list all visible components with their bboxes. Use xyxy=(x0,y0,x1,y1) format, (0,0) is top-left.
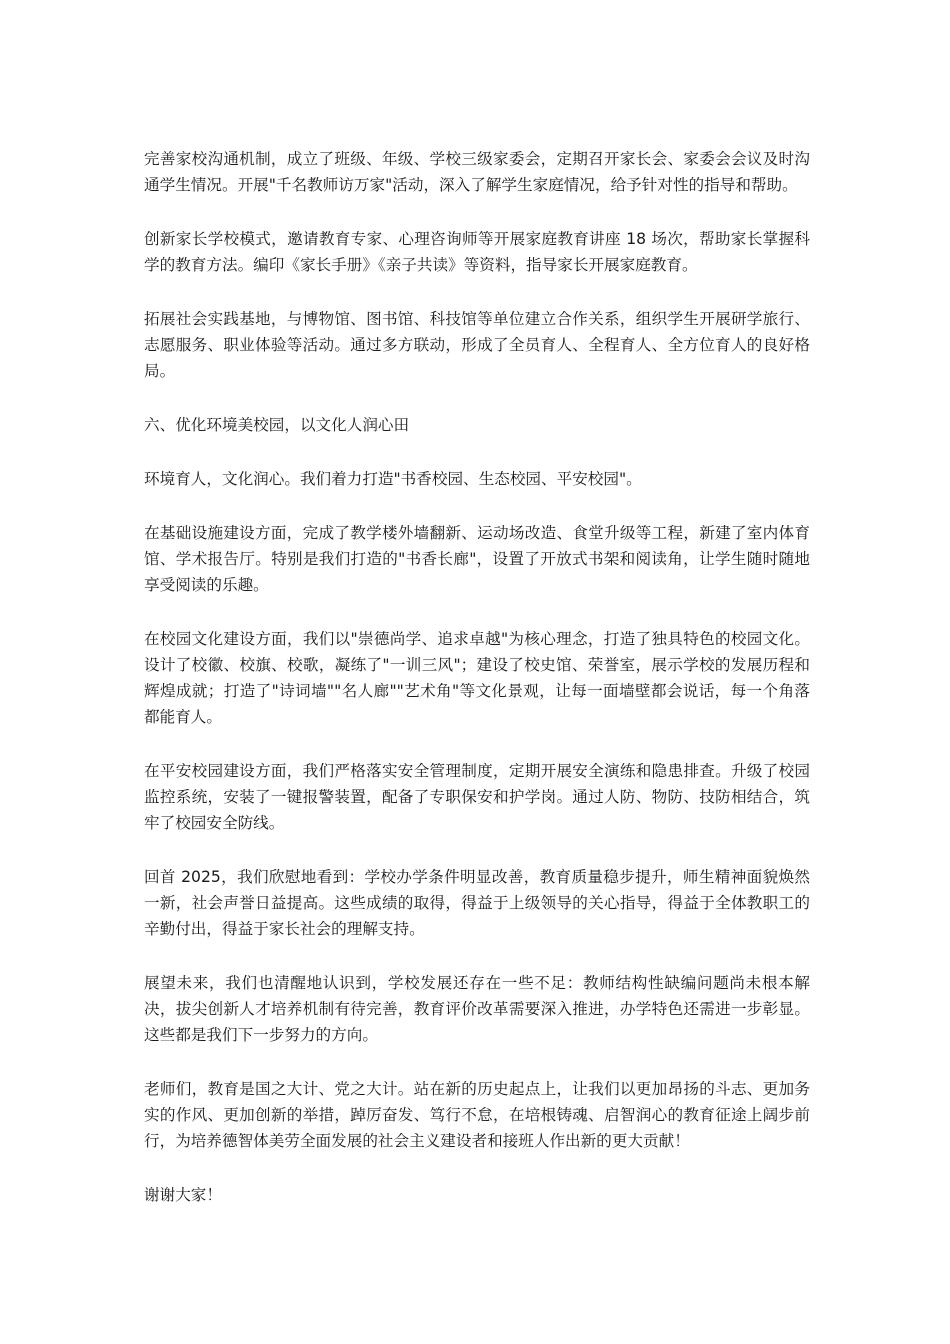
paragraph-infrastructure: 在基础设施建设方面，完成了教学楼外墙翻新、运动场改造、食堂升级等工程，新建了室内体育馆、学术报告厅。特别是我们打造的"书香长廊"，设置了开放式书架和阅读角，让学生随时随地享受阅读的乐趣。 xyxy=(144,524,810,594)
paragraph-environment-intro: 环境育人，文化润心。我们着力打造"书香校园、生态校园、平安校园"。 xyxy=(144,470,642,488)
paragraph-call-to-action: 老师们，教育是国之大计、党之大计。站在新的历史起点上，让我们以更加昂扬的斗志、更加务实的作风、更加创新的举措，踔厉奋发、笃行不怠，在培根铸魂、启智润心的教育征途上阔步前行，为培养德智体美劳全面发展的社会主义建设者和接班人作出新的更大贡献！ xyxy=(144,1080,810,1150)
document-body xyxy=(144,146,810,1236)
section-heading-environment: 六、优化环境美校园，以文化人润心田 xyxy=(144,416,410,434)
paragraph-campus-culture: 在校园文化建设方面，我们以"崇德尚学、追求卓越"为核心理念，打造了独具特色的校园文化。设计了校徽、校旗、校歌，凝练了"一训三风"；建设了校史馆、荣誉室，展示学校的发展历程和辉煌成就；打造了"诗词墙""名人廊""艺术角"等文化景观，让每一面墙壁都会说话，每一个角落都能育人。 xyxy=(144,630,810,726)
paragraph-review-2025: 回首 2025，我们欣慰地看到：学校办学条件明显改善，教育质量稳步提升，师生精神面貌焕然一新，社会声誉日益提高。这些成绩的取得，得益于上级领导的关心指导，得益于全体教职工的辛勤付出，得益于家长社会的理解支持。 xyxy=(144,868,810,938)
paragraph-outlook: 展望未来，我们也清醒地认识到，学校发展还存在一些不足：教师结构性缺编问题尚未根本解决，拔尖创新人才培养机制有待完善，教育评价改革需要深入推进，办学特色还需进一步彰显。这些都是我们下一步努力的方向。 xyxy=(144,974,810,1044)
paragraph-parent-school: 创新家长学校模式，邀请教育专家、心理咨询师等开展家庭教育讲座 18 场次，帮助家长掌握科学的教育方法。编印《家长手册》《亲子共读》等资料，指导家长开展家庭教育。 xyxy=(144,230,810,274)
paragraph-home-school-communication: 完善家校沟通机制，成立了班级、年级、学校三级家委会，定期召开家长会、家委会会议及时沟通学生情况。开展"千名教师访万家"活动，深入了解学生家庭情况，给予针对性的指导和帮助。 xyxy=(144,150,810,194)
paragraph-closing-thanks: 谢谢大家！ xyxy=(144,1186,222,1204)
paragraph-campus-safety: 在平安校园建设方面，我们严格落实安全管理制度，定期开展安全演练和隐患排查。升级了校园监控系统，安装了一键报警装置，配备了专职保安和护学岗。通过人防、物防、技防相结合，筑牢了校园安全防线。 xyxy=(144,762,810,832)
paragraph-social-practice: 拓展社会实践基地，与博物馆、图书馆、科技馆等单位建立合作关系，组织学生开展研学旅行、志愿服务、职业体验等活动。通过多方联动，形成了全员育人、全程育人、全方位育人的良好格局。 xyxy=(144,310,810,380)
